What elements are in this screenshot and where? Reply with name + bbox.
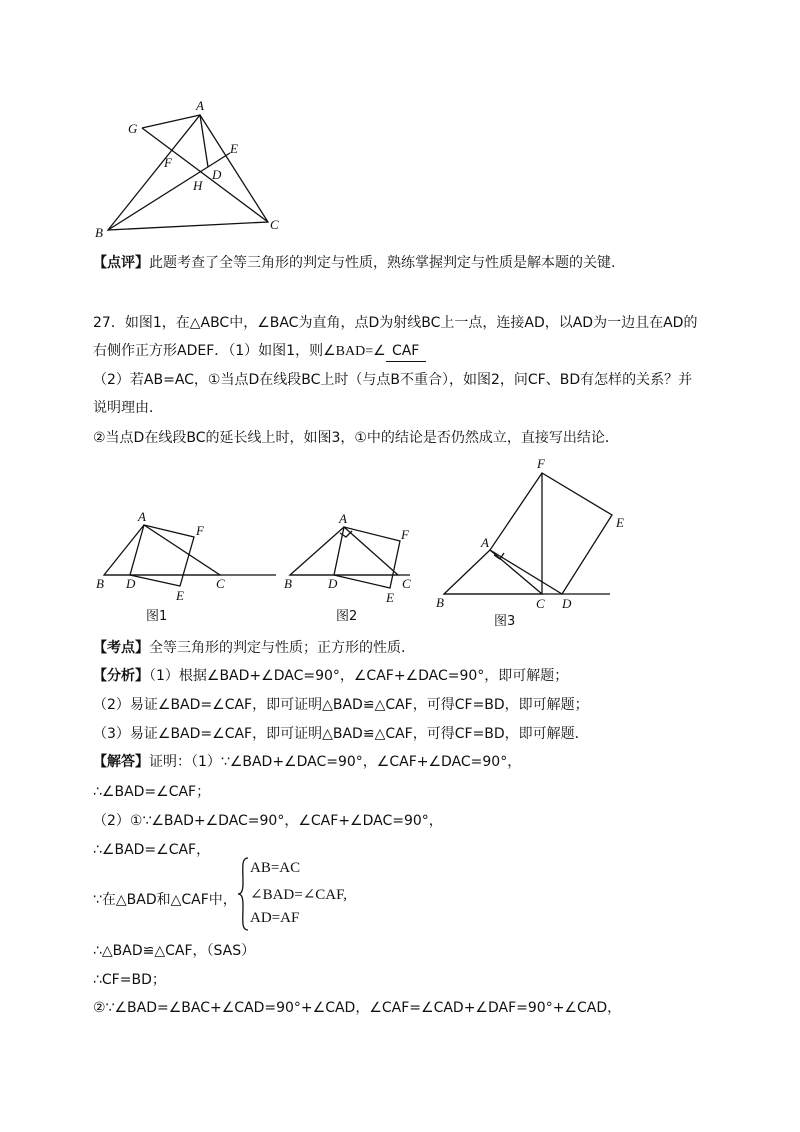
- jieda-line-6: ∴△BAD≌△CAF，（SAS）: [93, 943, 256, 959]
- comment-tag: 【点评】: [93, 255, 149, 271]
- fig2-caption: 图2: [336, 609, 358, 624]
- fig2-label-f: F: [401, 527, 409, 542]
- answer-blank: CAF: [386, 341, 426, 362]
- label-f: F: [164, 155, 172, 170]
- fig2-label-c: C: [402, 576, 411, 591]
- label-d: D: [212, 167, 222, 182]
- label-g: G: [128, 121, 138, 136]
- fig1-label-e: E: [176, 588, 184, 603]
- problem-line-1: 27．如图1，在△ABC中，∠BAC为直角，点D为射线BC上一点，连接AD，以AD为一边且在AD的: [93, 315, 698, 331]
- fig3-triangle: [444, 550, 542, 594]
- fig2-label-e: E: [386, 590, 394, 605]
- problem-formula: ∠BAD=∠: [323, 344, 386, 359]
- fig3-label-c: C: [536, 596, 545, 611]
- jieda-tag: 【解答】: [93, 754, 149, 770]
- fig2-label-a: A: [339, 511, 347, 526]
- problem-line-2-prefix: 右侧作正方形ADEF．（1）如图1，则: [93, 343, 324, 359]
- jieda-line-7: ∴CF=BD；: [93, 972, 166, 988]
- label-e: E: [230, 141, 238, 156]
- label-h: H: [193, 178, 203, 193]
- jieda-line-2: ∴∠BAD=∠CAF；: [93, 784, 211, 800]
- fig1-label-d: D: [126, 576, 136, 591]
- fig1-caption: 图1: [146, 609, 168, 624]
- fig3-label-a: A: [481, 535, 489, 550]
- fig1-label-c: C: [216, 576, 225, 591]
- fig1-label-b: B: [96, 576, 104, 591]
- fig3-label-f: F: [537, 456, 545, 471]
- fig1-square: [130, 525, 194, 586]
- left-brace: [236, 856, 250, 932]
- fenxi-line-3: （3）易证∠BAD=∠CAF，即可证明△BAD≌△CAF，可得CF=BD，即可解题．: [93, 726, 589, 742]
- label-a: A: [196, 98, 204, 113]
- problem-line-5: ②当点D在线段BC的延长线上时，如图3，①中的结论是否仍然成立，直接写出结论．: [93, 430, 619, 446]
- fenxi-line-1: [93, 666, 568, 686]
- fig2-label-d: D: [328, 576, 338, 591]
- kaodian-text: 全等三角形的判定与性质；正方形的性质．: [149, 640, 415, 656]
- fig3-label-d: D: [562, 596, 572, 611]
- figures-row: [90, 455, 630, 630]
- jieda-line-8: ②∵∠BAD=∠BAC+∠CAD=90°+∠CAD，∠CAF=∠CAD+∠DAF=90°+∠CAD，: [93, 1000, 622, 1016]
- jieda-line-3: （2）①∵∠BAD+∠DAC=90°，∠CAF+∠DAC=90°，: [93, 813, 443, 829]
- fenxi-text-1: （1）根据∠BAD+∠DAC=90°，∠CAF+∠DAC=90°，即可解题；: [149, 668, 569, 684]
- fig2-triangle: [290, 527, 398, 575]
- fig1-label-f: F: [196, 523, 204, 538]
- jieda-line-5: ∵在△BAD和△CAF中，: [93, 892, 237, 908]
- fig3-caption: 图3: [494, 614, 516, 629]
- label-b: B: [95, 225, 103, 240]
- system-row-3: AD=AF: [250, 910, 300, 926]
- fenxi-tag: 【分析】: [93, 668, 149, 684]
- system-row-2: ∠BAD=∠CAF,: [250, 887, 347, 903]
- fig2-label-b: B: [284, 576, 292, 591]
- comment-text: 此题考查了全等三角形的判定与性质，熟练掌握判定与性质是解本题的关键.: [149, 255, 616, 271]
- fig3-label-e: E: [616, 515, 624, 530]
- jieda-text-1: 证明：（1）∵∠BAD+∠DAC=90°，∠CAF+∠DAC=90°，: [149, 754, 522, 770]
- label-c: C: [270, 217, 279, 232]
- triangle-figure-top: [90, 95, 290, 245]
- jieda-line-1: [93, 752, 521, 772]
- fig3-label-b: B: [436, 595, 444, 610]
- problem-line-3: （2）若AB=AC，①当点D在线段BC上时（与点B不重合），如图2，问CF、BD有怎样的关系？并: [93, 372, 693, 388]
- jieda-line-4: ∴∠BAD=∠CAF，: [93, 842, 211, 858]
- kaodian-tag: 【考点】: [93, 640, 149, 656]
- kaodian-line: [93, 638, 415, 658]
- problem-line-4: 说明理由．: [93, 400, 163, 416]
- comment-line: [93, 253, 615, 273]
- fig3-square: [490, 473, 612, 594]
- fig1-label-a: A: [138, 509, 146, 524]
- fenxi-line-2: （2）易证∠BAD=∠CAF，即可证明△BAD≌△CAF，可得CF=BD，即可解题；: [93, 697, 589, 713]
- system-row-1: AB=AC: [250, 860, 301, 876]
- problem-line-2: [93, 341, 426, 362]
